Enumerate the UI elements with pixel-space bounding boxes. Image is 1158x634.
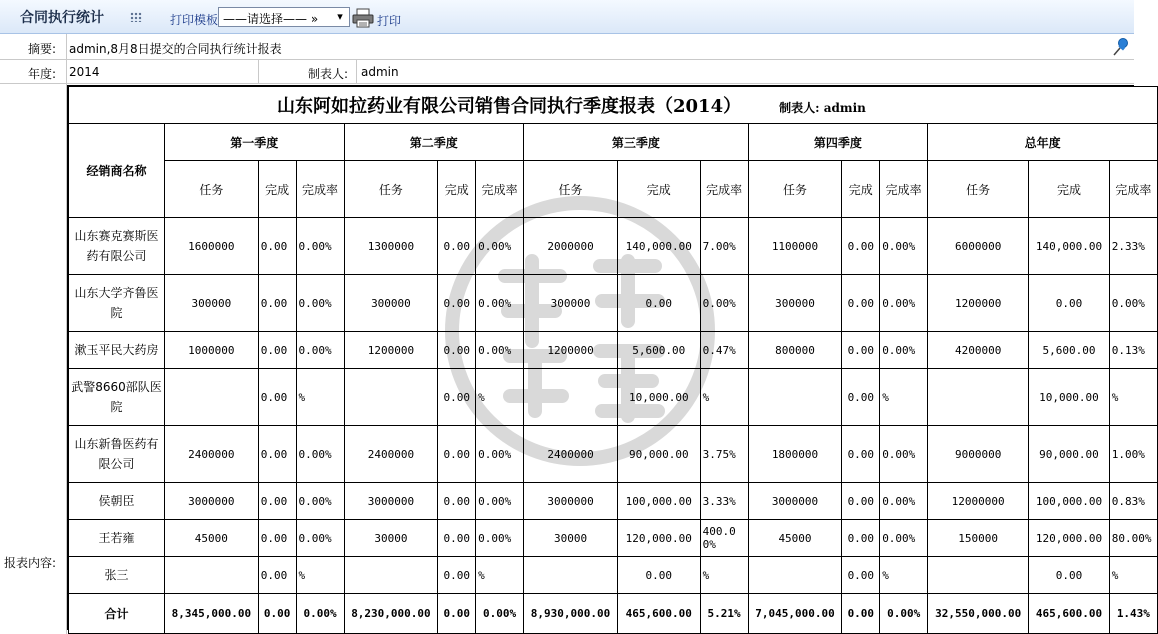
quarter-header: 第四季度 xyxy=(748,124,928,161)
done-cell: 90,000.00 xyxy=(1029,426,1110,483)
task-cell: 30000 xyxy=(344,520,438,557)
done-cell: 0.00 xyxy=(842,332,880,369)
divider xyxy=(66,34,67,59)
table-row xyxy=(69,275,1158,332)
rate-cell: % xyxy=(476,369,524,426)
task-cell: 9000000 xyxy=(928,426,1029,483)
rate-header: 完成率 xyxy=(880,161,928,218)
summary-label: 摘要: xyxy=(27,42,56,56)
rate-cell: % xyxy=(1109,557,1157,594)
summary-value: admin,8月8日提交的合同执行统计报表 xyxy=(69,42,282,56)
done-cell: 140,000.00 xyxy=(617,218,700,275)
task-cell xyxy=(164,557,258,594)
done-cell: 0.00 xyxy=(1029,275,1110,332)
print-template-select[interactable] xyxy=(218,7,350,27)
rate-cell: 0.83% xyxy=(1109,483,1157,520)
task-cell: 2000000 xyxy=(524,218,618,275)
page-title: 合同执行统计 xyxy=(20,10,104,26)
dealer-name-cell: 王若雍 xyxy=(69,520,165,557)
rate-cell: 0.00% xyxy=(296,520,344,557)
report-maker: 制表人: admin xyxy=(779,101,866,115)
report-table xyxy=(68,86,1158,634)
table-row xyxy=(69,332,1158,369)
rate-cell: % xyxy=(1109,369,1157,426)
divider xyxy=(258,60,259,83)
done-cell: 0.00 xyxy=(438,218,476,275)
done-cell: 0.00 xyxy=(438,275,476,332)
done-cell: 0.00 xyxy=(258,557,296,594)
task-cell xyxy=(164,369,258,426)
done-header: 完成 xyxy=(1029,161,1110,218)
grip-icon xyxy=(130,12,142,22)
total-rate-cell: 5.21% xyxy=(700,594,748,634)
quarter-header: 第二季度 xyxy=(344,124,524,161)
rate-cell: % xyxy=(880,557,928,594)
done-cell: 0.00 xyxy=(438,332,476,369)
dealer-header: 经销商名称 xyxy=(69,124,165,218)
task-cell: 1200000 xyxy=(928,275,1029,332)
task-cell: 12000000 xyxy=(928,483,1029,520)
task-header: 任务 xyxy=(344,161,438,218)
total-rate-cell: 0.00% xyxy=(880,594,928,634)
divider xyxy=(66,60,67,83)
table-row xyxy=(69,483,1158,520)
done-cell: 0.00 xyxy=(438,557,476,594)
task-cell: 2400000 xyxy=(524,426,618,483)
done-cell: 0.00 xyxy=(1029,557,1110,594)
done-cell: 0.00 xyxy=(842,426,880,483)
total-task-cell: 8,230,000.00 xyxy=(344,594,438,634)
rate-cell: % xyxy=(296,557,344,594)
done-cell: 0.00 xyxy=(842,557,880,594)
task-cell xyxy=(748,557,842,594)
rate-cell: 0.00% xyxy=(880,426,928,483)
report-title-row xyxy=(69,87,1158,124)
print-template-label: 打印模板 xyxy=(170,13,219,27)
task-cell: 1200000 xyxy=(344,332,438,369)
rate-cell: 7.00% xyxy=(700,218,748,275)
done-cell: 0.00 xyxy=(842,369,880,426)
task-cell: 3000000 xyxy=(344,483,438,520)
rate-cell: 0.00% xyxy=(1109,275,1157,332)
task-cell xyxy=(524,369,618,426)
rate-cell: 0.00% xyxy=(880,218,928,275)
year-value: 2014 xyxy=(69,65,100,79)
quarter-header: 第一季度 xyxy=(164,124,344,161)
table-row xyxy=(69,520,1158,557)
done-cell: 90,000.00 xyxy=(617,426,700,483)
task-cell: 1800000 xyxy=(748,426,842,483)
total-rate-cell: 0.00% xyxy=(296,594,344,634)
task-header: 任务 xyxy=(524,161,618,218)
task-cell: 800000 xyxy=(748,332,842,369)
done-cell: 5,600.00 xyxy=(1029,332,1110,369)
task-cell: 300000 xyxy=(524,275,618,332)
rate-cell: 0.00% xyxy=(476,520,524,557)
task-cell: 2400000 xyxy=(344,426,438,483)
rate-cell: 0.00% xyxy=(296,426,344,483)
done-header: 完成 xyxy=(617,161,700,218)
task-cell: 150000 xyxy=(928,520,1029,557)
rate-cell: % xyxy=(476,557,524,594)
rate-cell: 2.33% xyxy=(1109,218,1157,275)
done-cell: 0.00 xyxy=(258,483,296,520)
task-cell: 45000 xyxy=(748,520,842,557)
done-cell: 100,000.00 xyxy=(1029,483,1110,520)
rate-cell: 3.75% xyxy=(700,426,748,483)
total-done-cell: 0.00 xyxy=(842,594,880,634)
rate-cell: 0.00% xyxy=(700,275,748,332)
task-cell: 1000000 xyxy=(164,332,258,369)
dealer-name-cell: 漱玉平民大药房 xyxy=(69,332,165,369)
task-cell xyxy=(344,369,438,426)
print-button[interactable]: 打印 xyxy=(377,14,402,28)
task-cell xyxy=(524,557,618,594)
report-title-cell xyxy=(69,87,1158,124)
total-done-cell: 0.00 xyxy=(258,594,296,634)
done-cell: 5,600.00 xyxy=(617,332,700,369)
rate-cell: 0.00% xyxy=(476,426,524,483)
chevron-down-icon: ▾ xyxy=(337,10,343,23)
rate-cell: 0.00% xyxy=(296,275,344,332)
report-content-label: 报表内容: xyxy=(4,556,57,570)
table-row xyxy=(69,218,1158,275)
dealer-name-cell: 山东新鲁医药有限公司 xyxy=(69,426,165,483)
rate-header: 完成率 xyxy=(700,161,748,218)
task-header: 任务 xyxy=(928,161,1029,218)
printer-icon[interactable] xyxy=(352,8,374,28)
table-row xyxy=(69,426,1158,483)
year-row xyxy=(0,60,1134,84)
maker-value: admin xyxy=(361,65,399,79)
summary-row xyxy=(0,34,1134,60)
rate-cell: 0.00% xyxy=(296,218,344,275)
total-task-cell: 32,550,000.00 xyxy=(928,594,1029,634)
total-rate-cell: 0.00% xyxy=(476,594,524,634)
done-cell: 0.00 xyxy=(842,483,880,520)
total-task-cell: 8,345,000.00 xyxy=(164,594,258,634)
rate-cell: % xyxy=(700,557,748,594)
task-cell xyxy=(928,557,1029,594)
sub-header-row xyxy=(69,161,1158,218)
rate-cell: 0.00% xyxy=(880,520,928,557)
task-cell: 1100000 xyxy=(748,218,842,275)
task-cell: 30000 xyxy=(524,520,618,557)
rate-cell: 0.00% xyxy=(476,483,524,520)
print-template-select-value: ——请选择—— » xyxy=(223,12,319,26)
task-header: 任务 xyxy=(164,161,258,218)
total-task-cell: 7,045,000.00 xyxy=(748,594,842,634)
rate-cell: 0.00% xyxy=(296,332,344,369)
task-cell: 3000000 xyxy=(164,483,258,520)
rate-header: 完成率 xyxy=(476,161,524,218)
rate-cell: 0.00% xyxy=(476,275,524,332)
task-cell xyxy=(748,369,842,426)
done-cell: 0.00 xyxy=(258,369,296,426)
done-cell: 10,000.00 xyxy=(617,369,700,426)
total-row xyxy=(69,594,1158,634)
done-cell: 0.00 xyxy=(258,332,296,369)
task-cell: 1200000 xyxy=(524,332,618,369)
done-cell: 0.00 xyxy=(258,218,296,275)
done-cell: 10,000.00 xyxy=(1029,369,1110,426)
task-cell: 3000000 xyxy=(748,483,842,520)
task-cell: 300000 xyxy=(164,275,258,332)
done-cell: 0.00 xyxy=(842,218,880,275)
table-row xyxy=(69,369,1158,426)
rate-cell: % xyxy=(880,369,928,426)
rate-cell: 0.00% xyxy=(476,218,524,275)
task-cell: 3000000 xyxy=(524,483,618,520)
task-cell: 4200000 xyxy=(928,332,1029,369)
done-cell: 0.00 xyxy=(258,275,296,332)
quarter-header: 总年度 xyxy=(928,124,1158,161)
done-cell: 0.00 xyxy=(842,275,880,332)
dealer-name-cell: 侯朝臣 xyxy=(69,483,165,520)
rate-header: 完成率 xyxy=(1109,161,1157,218)
rate-cell: 0.00% xyxy=(880,483,928,520)
rate-cell: 400.00% xyxy=(700,520,748,557)
dealer-name-cell: 张三 xyxy=(69,557,165,594)
done-header: 完成 xyxy=(258,161,296,218)
divider xyxy=(356,60,357,83)
done-cell: 0.00 xyxy=(438,483,476,520)
dealer-name-cell: 武警8660部队医院 xyxy=(69,369,165,426)
task-cell: 1300000 xyxy=(344,218,438,275)
total-rate-cell: 1.43% xyxy=(1109,594,1157,634)
done-header: 完成 xyxy=(842,161,880,218)
task-cell: 6000000 xyxy=(928,218,1029,275)
done-cell: 0.00 xyxy=(438,369,476,426)
rate-cell: 0.47% xyxy=(700,332,748,369)
total-task-cell: 8,930,000.00 xyxy=(524,594,618,634)
pin-icon[interactable] xyxy=(1112,37,1130,57)
rate-cell: 0.13% xyxy=(1109,332,1157,369)
report-container xyxy=(67,85,1152,630)
task-cell xyxy=(344,557,438,594)
done-header: 完成 xyxy=(438,161,476,218)
rate-cell: 0.00% xyxy=(296,483,344,520)
rate-cell: 0.00% xyxy=(880,275,928,332)
done-cell: 0.00 xyxy=(438,426,476,483)
total-done-cell: 465,600.00 xyxy=(617,594,700,634)
done-cell: 120,000.00 xyxy=(617,520,700,557)
quarter-header: 第三季度 xyxy=(524,124,748,161)
rate-cell: 3.33% xyxy=(700,483,748,520)
dealer-name-cell: 山东赛克赛斯医药有限公司 xyxy=(69,218,165,275)
task-cell xyxy=(928,369,1029,426)
total-label: 合计 xyxy=(69,594,165,634)
rate-cell: 1.00% xyxy=(1109,426,1157,483)
done-cell: 0.00 xyxy=(258,426,296,483)
done-cell: 0.00 xyxy=(617,557,700,594)
table-row xyxy=(69,557,1158,594)
rate-cell: % xyxy=(700,369,748,426)
rate-cell: % xyxy=(296,369,344,426)
rate-cell: 80.00% xyxy=(1109,520,1157,557)
task-cell: 300000 xyxy=(748,275,842,332)
rate-header: 完成率 xyxy=(296,161,344,218)
done-cell: 0.00 xyxy=(842,520,880,557)
dealer-name-cell: 山东大学齐鲁医院 xyxy=(69,275,165,332)
toolbar xyxy=(0,0,1134,34)
done-cell: 100,000.00 xyxy=(617,483,700,520)
report-title: 山东阿如拉药业有限公司销售合同执行季度报表（2014） xyxy=(277,96,742,117)
total-done-cell: 465,600.00 xyxy=(1029,594,1110,634)
year-label: 年度: xyxy=(27,67,56,81)
task-cell: 1600000 xyxy=(164,218,258,275)
done-cell: 0.00 xyxy=(258,520,296,557)
rate-cell: 0.00% xyxy=(476,332,524,369)
done-cell: 0.00 xyxy=(617,275,700,332)
maker-label: 制表人: xyxy=(308,67,349,81)
quarter-header-row xyxy=(69,124,1158,161)
task-cell: 45000 xyxy=(164,520,258,557)
done-cell: 120,000.00 xyxy=(1029,520,1110,557)
rate-cell: 0.00% xyxy=(880,332,928,369)
task-cell: 2400000 xyxy=(164,426,258,483)
done-cell: 140,000.00 xyxy=(1029,218,1110,275)
done-cell: 0.00 xyxy=(438,520,476,557)
task-cell: 300000 xyxy=(344,275,438,332)
total-done-cell: 0.00 xyxy=(438,594,476,634)
task-header: 任务 xyxy=(748,161,842,218)
